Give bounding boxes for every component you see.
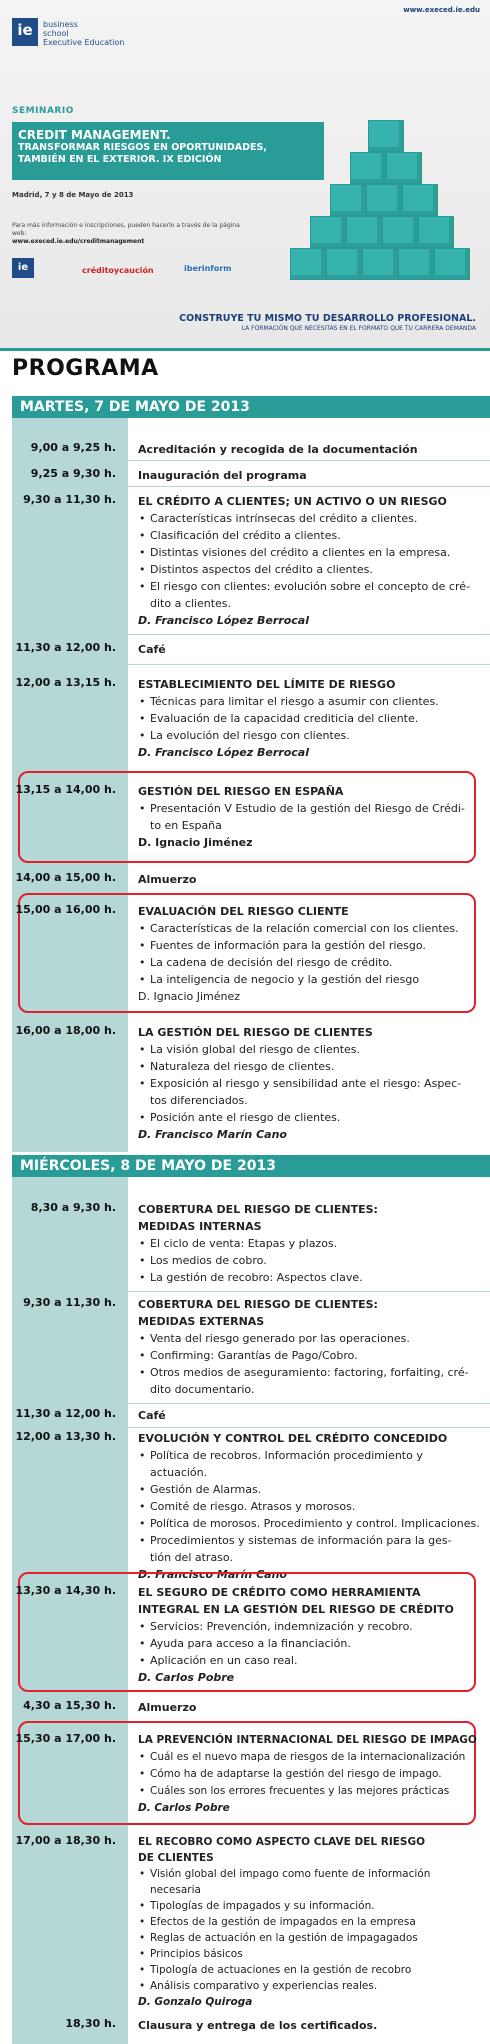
topic-continuation: dito a clientes. — [150, 597, 232, 610]
topic-item: • La visión global del riesgo de clientes. — [150, 1041, 483, 1058]
title-line-2: TRANSFORMAR RIESGOS EN OPORTUNIDADES, — [18, 142, 267, 153]
topic-item: • La inteligencia de negocio y la gestión del riesgo — [150, 971, 483, 988]
row-title: EVOLUCIÓN Y CONTROL DEL CRÉDITO CONCEDIDO — [138, 1432, 448, 1445]
row-speaker: D. Ignacio Jiménez — [138, 836, 253, 849]
row-time: 14,00 a 15,00 h. — [15, 871, 116, 884]
topic-item: • La evolución del riesgo con clientes. — [150, 727, 483, 744]
row-content — [138, 871, 483, 888]
info-line: Para más información e inscripciones, pueden hacerlo a través de la página web: — [12, 222, 240, 237]
row-topic-list — [138, 1330, 483, 1381]
day1-band: MARTES, 7 DE MAYO DE 2013 — [12, 396, 490, 418]
row-time: 9,30 a 11,30 h. — [23, 1296, 116, 1309]
topic-item: • Procedimientos y sistemas de información para la ges- — [150, 1532, 483, 1549]
row-content — [138, 1407, 483, 1424]
row-content — [138, 783, 483, 851]
topic-item: • Servicios: Prevención, indemnización y recobro. — [150, 1618, 483, 1635]
row-content — [138, 441, 483, 458]
row-title: ESTABLECIMIENTO DEL LÍMITE DE RIESGO — [138, 678, 396, 691]
topic-item: • Gestión de Alarmas. — [150, 1481, 483, 1498]
topic-item: • Distintos aspectos del crédito a clientes. — [150, 561, 483, 578]
block — [362, 248, 398, 280]
row-title: EL CRÉDITO A CLIENTES; UN ACTIVO O UN RIESGO — [138, 495, 447, 508]
partner-logos — [12, 258, 272, 288]
row-separator — [128, 460, 490, 461]
seminario-label: SEMINARIO — [12, 106, 74, 116]
row-time: 15,30 a 17,00 h. — [15, 1732, 116, 1745]
row-speaker: D. Francisco Marín Cano — [138, 1568, 287, 1581]
row-title: Clausura y entrega de los certificados. — [138, 2019, 378, 2032]
topic-item: • Política de recobros. Información procedimiento y actuación. — [150, 1447, 483, 1481]
block — [402, 184, 438, 216]
row-title: Almuerzo — [138, 1701, 197, 1714]
row-content — [138, 1699, 483, 1716]
row-time: 16,00 a 18,00 h. — [15, 1024, 116, 1037]
block — [326, 248, 362, 280]
row-separator — [128, 1427, 490, 1428]
row-topic-list — [138, 1866, 483, 1994]
topic-item: • Ayuda para acceso a la financiación. — [150, 1635, 483, 1652]
row-content — [138, 1296, 483, 1398]
block — [386, 152, 422, 184]
topic-item: • Confirming: Garantías de Pago/Cobro. — [150, 1347, 483, 1364]
block — [310, 216, 346, 248]
row-content — [138, 1024, 483, 1143]
row-content — [138, 1834, 483, 2010]
topic-item: • Los medios de cobro. — [150, 1252, 483, 1269]
partner-iberinform-logo: iberinform — [184, 264, 232, 273]
row-topic-list — [138, 1041, 483, 1092]
row-time: 9,25 a 9,30 h. — [30, 467, 116, 480]
logo-line: business — [43, 20, 78, 29]
row-content — [138, 641, 483, 658]
row-time: 11,30 a 12,00 h. — [15, 641, 116, 654]
logo-line: school — [43, 29, 69, 38]
row-time: 13,30 a 14,30 h. — [15, 1584, 116, 1597]
row-title: COBERTURA DEL RIESGO DE CLIENTES: — [138, 1203, 378, 1216]
topic-item: • Naturaleza del riesgo de clientes. — [150, 1058, 483, 1075]
topic-item: • El ciclo de venta: Etapas y plazos. — [150, 1235, 483, 1252]
row-title: EL RECOBRO COMO ASPECTO CLAVE DEL RIESGO — [138, 1836, 426, 1848]
row-title-line-2: MEDIDAS EXTERNAS — [138, 1315, 265, 1328]
topic-item: • La cadena de decisión del riesgo de crédito. — [150, 954, 483, 971]
topic-item: • Evaluación de la capacidad crediticia del cliente. — [150, 710, 483, 727]
block — [398, 248, 434, 280]
row-separator — [128, 1403, 490, 1404]
topic-item: • El riesgo con clientes: evolución sobre el concepto de cré- — [150, 578, 483, 595]
row-speaker: D. Gonzalo Quiroga — [138, 1996, 253, 2008]
row-title: EVALUACIÓN DEL RIESGO CLIENTE — [138, 905, 349, 918]
row-speaker: D. Francisco Marín Cano — [138, 1128, 287, 1141]
topic-item: • Otros medios de aseguramiento: factoring, forfaiting, cré- — [150, 1364, 483, 1381]
row-time: 9,30 a 11,30 h. — [23, 493, 116, 506]
info-link[interactable]: www.execed.ie.edu/creditmanagement — [12, 238, 145, 245]
row-title: LA GESTIÓN DEL RIESGO DE CLIENTES — [138, 1026, 373, 1039]
row-time: 13,15 a 14,00 h. — [15, 783, 116, 796]
row-topic-list — [138, 510, 483, 595]
row-separator — [128, 1291, 490, 1292]
row-time: 18,30 h. — [65, 2017, 116, 2030]
topic-item: • Política de morosos. Procedimiento y control. Implicaciones. — [150, 1515, 483, 1532]
row-title: Café — [138, 643, 166, 656]
row-content — [138, 1430, 483, 1583]
row-time: 17,00 a 18,30 h. — [15, 1834, 116, 1847]
seminar-title-box — [12, 122, 324, 180]
row-topic-list — [138, 1109, 483, 1126]
row-title: Almuerzo — [138, 873, 197, 886]
topic-item: • Clasificación del crédito a clientes. — [150, 527, 483, 544]
block — [290, 248, 326, 280]
row-topic-list — [138, 1618, 483, 1669]
slogan-sub: LA FORMACIÓN QUE NECESITAS EN EL FORMATO QUE TU CARRERA DEMANDA — [241, 325, 476, 332]
topic-item: • La gestión de recobro: Aspectos clave. — [150, 1269, 483, 1286]
topic-item: • Cuáles son los errores frecuentes y las mejores prácticas — [150, 1783, 483, 1800]
block — [350, 152, 386, 184]
topic-item: • Fuentes de información para la gestión del riesgo. — [150, 937, 483, 954]
row-time: 9,00 a 9,25 h. — [30, 441, 116, 454]
row-speaker: D. Ignacio Jiménez — [138, 990, 241, 1003]
row-speaker: D. Carlos Pobre — [138, 1671, 235, 1684]
row-topic-list — [138, 1749, 483, 1800]
ie-logo-text — [43, 20, 133, 47]
info-text — [12, 222, 242, 246]
row-separator — [128, 486, 490, 487]
topic-item: • Cómo ha de adaptarse la gestión del riesgo de impago. — [150, 1766, 483, 1783]
topic-item: • Tipologías de impagados y su información. — [150, 1898, 483, 1914]
block — [366, 184, 402, 216]
row-separator — [128, 634, 490, 635]
title-line-1: CREDIT MANAGEMENT. — [18, 128, 171, 142]
topic-item: • Aplicación en un caso real. — [150, 1652, 483, 1669]
topic-item: • Posición ante el riesgo de clientes. — [150, 1109, 483, 1126]
programa-heading: PROGRAMA — [12, 356, 159, 381]
date-place: Madrid, 7 y 8 de Mayo de 2013 — [12, 191, 134, 199]
topic-item: • Cuál es el nuevo mapa de riesgos de la internacionalización — [150, 1749, 483, 1766]
block — [330, 184, 366, 216]
row-content — [138, 493, 483, 629]
row-speaker: D. Francisco López Berrocal — [138, 746, 309, 759]
building-blocks-illustration — [290, 110, 482, 300]
ie-logo — [12, 18, 125, 60]
topic-item: • Reglas de actuación en la gestión de impagagados — [150, 1930, 483, 1946]
row-title: EL SEGURO DE CRÉDITO COMO HERRAMIENTA — [138, 1586, 421, 1599]
topic-item: • Venta del riesgo generado por las operaciones. — [150, 1330, 483, 1347]
row-title: Acreditación y recogida de la documentación — [138, 443, 418, 456]
topic-item: • Efectos de la gestión de impagados en la empresa — [150, 1914, 483, 1930]
row-topic-list — [138, 1447, 483, 1549]
row-speaker: D. Carlos Pobre — [138, 1802, 230, 1814]
block — [434, 248, 470, 280]
topic-item: • Comité de riesgo. Atrasos y morosos. — [150, 1498, 483, 1515]
row-time: 12,00 a 13,30 h. — [15, 1430, 116, 1443]
topic-continuation: dito documentario. — [150, 1383, 255, 1396]
topic-item: • Visión global del impago como fuente de información necesaria — [150, 1866, 483, 1898]
row-title: Inauguración del programa — [138, 469, 307, 482]
topic-item: • Análisis comparativo y experiencias reales. — [150, 1978, 483, 1994]
title-line-3: TAMBIÉN EN EL EXTERIOR. IX EDICIÓN — [18, 154, 222, 165]
row-content — [138, 467, 483, 484]
partner-ie-logo: ie — [12, 258, 34, 278]
topic-item: • Exposición al riesgo y sensibilidad ante el riesgo: Aspec- — [150, 1075, 483, 1092]
slogan: CONSTRUYE TU MISMO TU DESARROLLO PROFESIONAL. — [179, 313, 476, 324]
block — [382, 216, 418, 248]
row-content — [138, 2017, 483, 2034]
row-time: 12,00 a 13,15 h. — [15, 676, 116, 689]
row-topic-list — [138, 800, 483, 817]
partner-creditoycaucion-logo: créditoycaución — [82, 266, 154, 275]
row-title: LA PREVENCIÓN INTERNACIONAL DEL RIESGO DE IMPAGO — [138, 1734, 477, 1746]
row-topic-list — [138, 693, 483, 744]
row-content — [138, 1201, 483, 1286]
row-time: 11,30 a 12,00 h. — [15, 1407, 116, 1420]
topic-item: • Distintas visiones del crédito a clientes en la empresa. — [150, 544, 483, 561]
row-separator — [128, 664, 490, 665]
topic-continuation: tos diferenciados. — [150, 1094, 248, 1107]
row-time: 15,00 a 16,00 h. — [15, 903, 116, 916]
topic-item: • Principios básicos — [150, 1946, 483, 1962]
row-content — [138, 1732, 483, 1817]
website-url[interactable]: www.execed.ie.edu — [403, 6, 480, 14]
day2-band: MIÉRCOLES, 8 DE MAYO DE 2013 — [12, 1155, 490, 1177]
row-content — [138, 903, 483, 1005]
block — [418, 216, 454, 248]
row-title-line-2: INTEGRAL EN LA GESTIÓN DEL RIESGO DE CRÉDITO — [138, 1603, 454, 1616]
row-topic-list — [138, 1235, 483, 1286]
row-content — [138, 676, 483, 761]
topic-continuation: tión del atraso. — [150, 1551, 233, 1564]
ie-logo-box: ie — [12, 18, 38, 46]
topic-item: • Tipología de actuaciones en la gestión de recobro — [150, 1962, 483, 1978]
row-title-line-2: DE CLIENTES — [138, 1852, 214, 1864]
row-time: 8,30 a 9,30 h. — [30, 1201, 116, 1214]
row-title-line-2: MEDIDAS INTERNAS — [138, 1220, 262, 1233]
block — [346, 216, 382, 248]
block — [368, 120, 404, 152]
logo-line: Executive Education — [43, 38, 125, 47]
row-time: 4,30 a 15,30 h. — [23, 1699, 116, 1712]
seminar-header — [0, 0, 490, 351]
topic-continuation: to en España — [150, 819, 222, 832]
topic-item: • Presentación V Estudio de la gestión del Riesgo de Crédi- — [150, 800, 483, 817]
row-title: GESTIÓN DEL RIESGO EN ESPAÑA — [138, 785, 344, 798]
row-content — [138, 1584, 483, 1686]
topic-item: • Características de la relación comercial con los clientes. — [150, 920, 483, 937]
topic-item: • Técnicas para limitar el riesgo a asumir con clientes. — [150, 693, 483, 710]
row-speaker: D. Francisco López Berrocal — [138, 614, 309, 627]
row-title: Café — [138, 1409, 166, 1422]
row-topic-list — [138, 920, 483, 988]
row-title: COBERTURA DEL RIESGO DE CLIENTES: — [138, 1298, 378, 1311]
topic-item: • Características intrínsecas del crédito a clientes. — [150, 510, 483, 527]
